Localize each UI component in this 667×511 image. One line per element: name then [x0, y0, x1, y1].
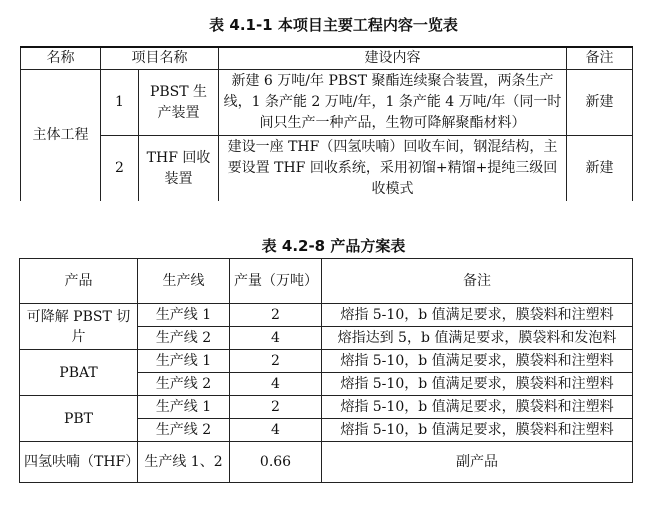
row-no: 1 [101, 70, 139, 136]
row-content: 新建 6 万吨/年 PBST 聚酯连续聚合装置，两条生产线，1 条产能 2 万吨/年，1 条产能 4 万吨/年（同一时间只生产一种产品，生物可降解聚酯材料） [219, 70, 567, 136]
header-content: 建设内容 [219, 47, 567, 70]
remark-cell: 熔指 5-10，b 值满足要求，膜袋料和注塑料 [322, 396, 633, 419]
remark-cell: 熔指 5-10，b 值满足要求，膜袋料和注塑料 [322, 350, 633, 373]
row-project-name: PBST 生产装置 [139, 70, 219, 136]
table-row [21, 70, 633, 136]
product-name: 可降解 PBST 切片 [20, 304, 138, 350]
qty-cell: 2 [230, 304, 322, 327]
line-cell: 生产线 1 [138, 304, 230, 327]
row-no: 2 [101, 136, 139, 202]
qty-cell: 4 [230, 327, 322, 350]
group-name: 主体工程 [21, 70, 101, 202]
remark-cell: 熔指 5-10，b 值满足要求，膜袋料和注塑料 [322, 304, 633, 327]
qty-cell: 2 [230, 396, 322, 419]
table-row [21, 136, 633, 202]
main-works-table [20, 46, 633, 201]
header-project-name: 项目名称 [101, 47, 219, 70]
qty-cell: 2 [230, 350, 322, 373]
table1-caption: 表 4.1-1 本项目主要工程内容一览表 [209, 16, 458, 34]
table-row [20, 442, 633, 483]
table-row [20, 350, 633, 373]
table2-caption: 表 4.2-8 产品方案表 [261, 237, 406, 255]
header-name: 名称 [21, 47, 101, 70]
row-note: 新建 [567, 136, 633, 202]
line-cell: 生产线 2 [138, 419, 230, 442]
product-name: 四氢呋喃（THF） [20, 442, 138, 483]
product-plan-table [19, 258, 633, 483]
header-output: 产量（万吨） [230, 259, 322, 304]
table-row [20, 304, 633, 327]
line-cell: 生产线 1、2 [138, 442, 230, 483]
row-project-name: THF 回收装置 [139, 136, 219, 202]
remark-cell: 熔指达到 5，b 值满足要求，膜袋料和发泡料 [322, 327, 633, 350]
header-line: 生产线 [138, 259, 230, 304]
product-name: PBT [20, 396, 138, 442]
line-cell: 生产线 1 [138, 350, 230, 373]
qty-cell: 0.66 [230, 442, 322, 483]
line-cell: 生产线 2 [138, 327, 230, 350]
qty-cell: 4 [230, 419, 322, 442]
remark-cell: 熔指 5-10，b 值满足要求，膜袋料和注塑料 [322, 419, 633, 442]
table-row [20, 396, 633, 419]
row-content: 建设一座 THF（四氢呋喃）回收车间，钢混结构，主要设置 THF 回收系统，采用初馏+精馏+提纯三级回收模式 [219, 136, 567, 202]
header-note: 备注 [567, 47, 633, 70]
product-name: PBAT [20, 350, 138, 396]
line-cell: 生产线 1 [138, 396, 230, 419]
line-cell: 生产线 2 [138, 373, 230, 396]
qty-cell: 4 [230, 373, 322, 396]
header-product: 产品 [20, 259, 138, 304]
remark-cell: 熔指 5-10，b 值满足要求，膜袋料和注塑料 [322, 373, 633, 396]
remark-cell: 副产品 [322, 442, 633, 483]
row-note: 新建 [567, 70, 633, 136]
header-remark: 备注 [322, 259, 633, 304]
